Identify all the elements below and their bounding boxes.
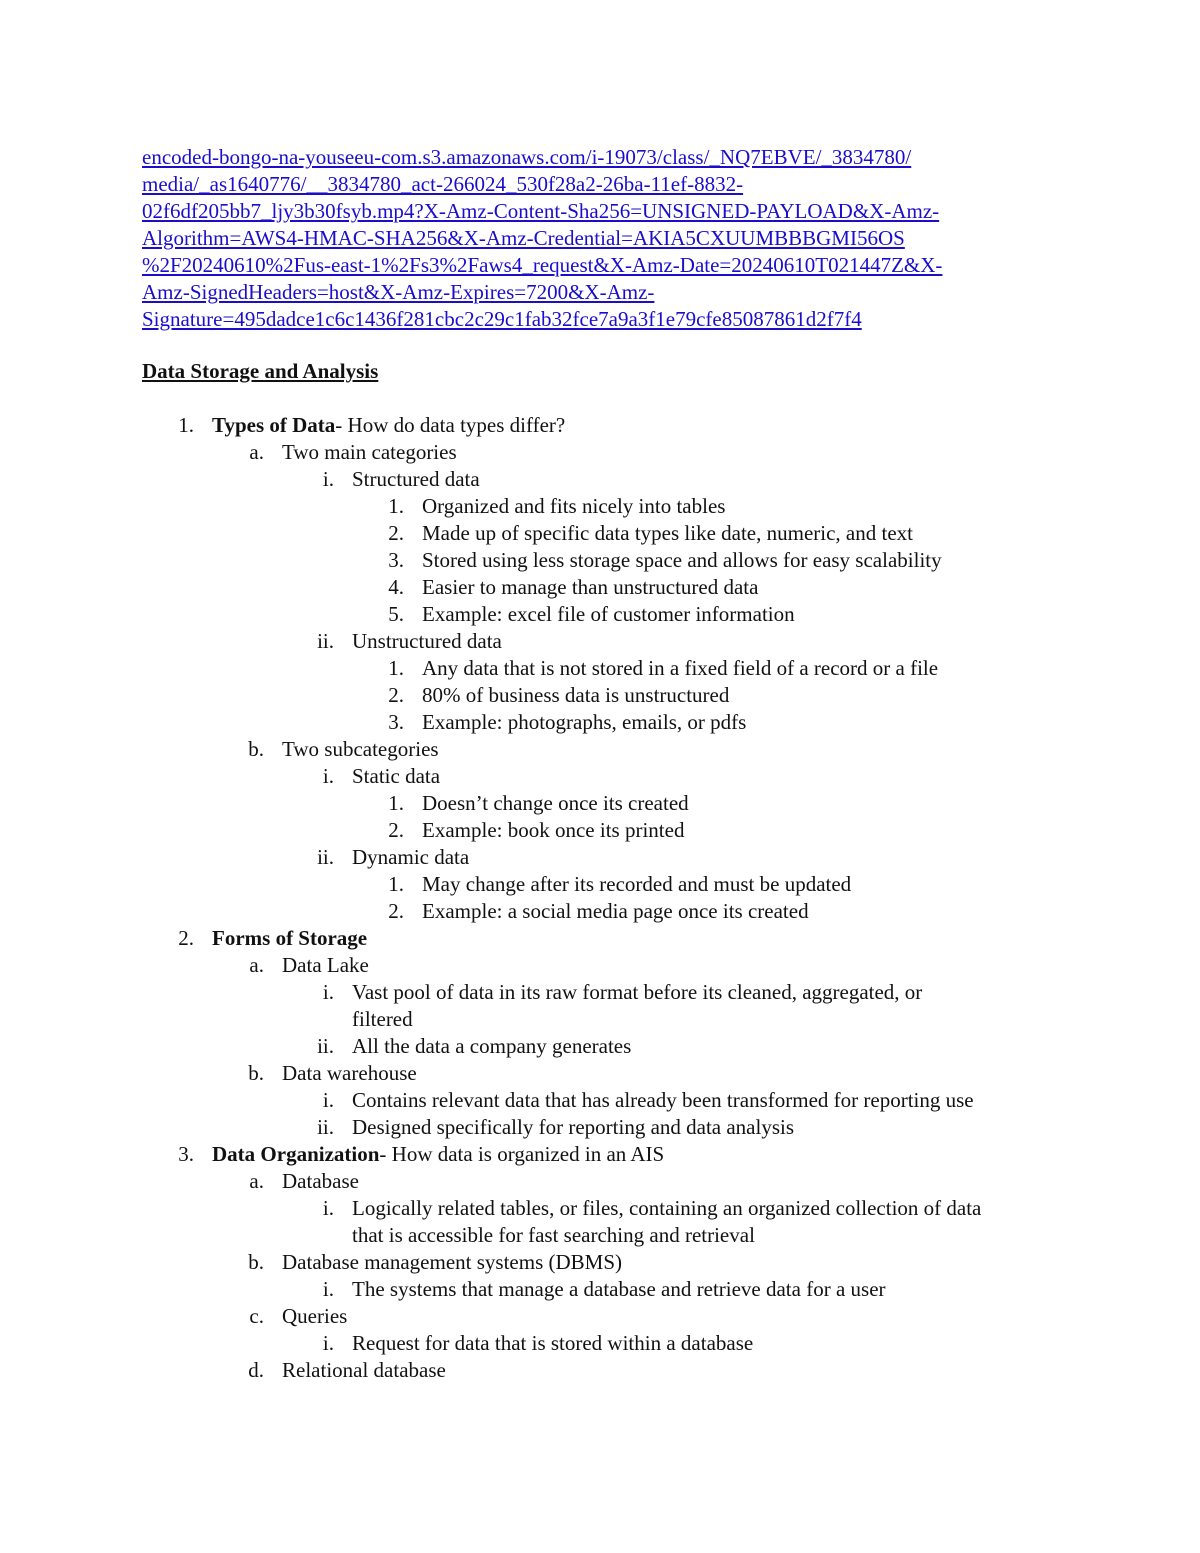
list-marker: i. [322,1277,334,1301]
item-body: Example: book once its printed [422,818,685,842]
outline-item [0,925,1200,952]
item-body: Static data [352,764,441,788]
section-heading: Data Storage and Analysis [142,359,379,383]
list-marker: a. [249,1169,264,1193]
outline-item [0,1114,1200,1141]
outline-item [0,736,1200,763]
item-body: Logically related tables, or files, containing an organized collection of data [352,1196,982,1220]
item-text [282,736,439,763]
item-text [352,1330,753,1357]
link-line[interactable]: %2F20240610%2Fus-east-1%2Fs3%2Faws4_request&X-Amz-Date=20240610T021447Z&X- [142,253,943,277]
item-body: The systems that manage a database and retrieve data for a user [352,1277,886,1301]
list-marker: i. [322,1088,334,1112]
list-marker: b. [248,737,264,761]
item-body: Made up of specific data types like date, numeric, and text [422,521,913,545]
list-marker: 3. [388,548,404,572]
item-body: Two main categories [282,440,457,464]
item-body: Vast pool of data in its raw format before its cleaned, aggregated, or [352,980,923,1004]
outline-item [0,898,1200,925]
list-marker: ii. [317,845,334,869]
list-marker: 3. [178,1142,194,1166]
outline-item [0,1303,1200,1330]
item-text [352,628,502,655]
outline-item [0,1330,1200,1357]
outline-item [0,979,1200,1006]
item-text [352,844,469,871]
item-text [212,925,367,952]
item-body: - How do data types differ? [335,413,566,437]
outline-item [0,628,1200,655]
item-text [422,574,758,601]
item-body: Designed specifically for reporting and data analysis [352,1115,795,1139]
link-line[interactable]: Signature=495dadce1c6c1436f281cbc2c29c1fab32fce7a9a3f1e79cfe85087861d2f7f4 [142,307,862,331]
list-marker: 1. [388,872,404,896]
item-body: filtered [352,1007,413,1031]
item-text [422,655,938,682]
outline-item [0,1276,1200,1303]
item-text [282,952,369,979]
outline-item [0,655,1200,682]
list-marker: 2. [388,683,404,707]
list-marker: b. [248,1250,264,1274]
item-body: 80% of business data is unstructured [422,683,730,707]
item-text [422,898,809,925]
outline-item [0,1195,1200,1222]
item-text [422,493,725,520]
item-body: that is accessible for fast searching and retrieval [352,1223,755,1247]
outline-item [0,1357,1200,1384]
list-marker: 5. [388,602,404,626]
item-text [282,1060,417,1087]
list-marker: i. [322,980,334,1004]
link-line[interactable]: 02f6df205bb7_ljy3b30fsyb.mp4?X-Amz-Content-Sha256=UNSIGNED-PAYLOAD&X-Amz- [142,199,940,223]
item-body: Database [282,1169,359,1193]
item-bold-label: Types of Data [212,413,336,437]
list-marker: ii. [317,1115,334,1139]
outline-item [0,520,1200,547]
item-body: Example: excel file of customer information [422,602,795,626]
list-marker: ii. [317,629,334,653]
item-text [352,1087,974,1114]
item-body: Database management systems (DBMS) [282,1250,623,1274]
outline-item [0,439,1200,466]
outline-item [0,871,1200,898]
item-text [352,1114,794,1141]
outline-item [0,709,1200,736]
link-line[interactable]: media/_as1640776/__3834780_act-266024_530f28a2-26ba-11ef-8832- [142,172,744,196]
item-text [212,412,565,439]
item-body: - How data is organized in an AIS [379,1142,665,1166]
list-marker: 4. [388,575,404,599]
item-body: Data warehouse [282,1061,417,1085]
item-body: Example: a social media page once its created [422,899,809,923]
item-body: Relational database [282,1358,446,1382]
item-text [352,763,440,790]
item-text [282,1357,446,1384]
item-bold-label: Forms of Storage [212,926,368,950]
item-text [352,466,480,493]
outline-item [0,1006,1200,1033]
outline-list [0,412,1200,1384]
item-body: Request for data that is stored within a database [352,1331,754,1355]
outline-item [0,574,1200,601]
list-marker: i. [322,764,334,788]
list-marker: b. [248,1061,264,1085]
item-text [422,547,942,574]
outline-item [0,1060,1200,1087]
outline-item [0,1222,1200,1249]
list-marker: 1. [388,494,404,518]
list-marker: 2. [388,818,404,842]
item-body: May change after its recorded and must be updated [422,872,852,896]
list-marker: c. [249,1304,264,1328]
list-marker: i. [322,1331,334,1355]
outline-item [0,412,1200,439]
item-text [352,1195,981,1222]
list-marker: a. [249,953,264,977]
list-marker: 2. [388,521,404,545]
item-text [352,1276,886,1303]
item-body: Any data that is not stored in a fixed field of a record or a file [422,656,939,680]
outline-item [0,1168,1200,1195]
item-body: Stored using less storage space and allows for easy scalability [422,548,942,572]
item-body: Example: photographs, emails, or pdfs [422,710,747,734]
item-text [422,790,689,817]
item-body: Doesn’t change once its created [422,791,689,815]
item-body: Easier to manage than unstructured data [422,575,759,599]
outline-item [0,763,1200,790]
list-marker: 3. [388,710,404,734]
item-text [352,979,922,1006]
item-body: Structured data [352,467,480,491]
item-text [422,871,851,898]
outline-item [0,1249,1200,1276]
outline-item [0,952,1200,979]
item-text [422,709,746,736]
item-text [352,1033,631,1060]
item-body: Organized and fits nicely into tables [422,494,726,518]
outline-item [0,790,1200,817]
link-line[interactable]: Amz-SignedHeaders=host&X-Amz-Expires=7200&X-Amz- [142,280,655,304]
outline-item [0,1033,1200,1060]
item-body: Dynamic data [352,845,470,869]
item-text [282,439,457,466]
outline-item [0,844,1200,871]
list-marker: 2. [178,926,194,950]
item-text [352,1222,755,1249]
list-marker: i. [322,467,334,491]
outline-item [0,817,1200,844]
outline-item [0,682,1200,709]
item-text [422,520,913,547]
list-marker: 1. [388,791,404,815]
list-marker: a. [249,440,264,464]
outline-item [0,601,1200,628]
item-text [282,1249,622,1276]
list-marker: 2. [388,899,404,923]
outline-item [0,466,1200,493]
outline-item [0,493,1200,520]
item-body: Two subcategories [282,737,439,761]
item-body: Queries [282,1304,348,1328]
item-text [212,1141,664,1168]
list-marker: d. [248,1358,264,1382]
list-marker: ii. [317,1034,334,1058]
item-text [282,1168,359,1195]
item-text [422,682,729,709]
list-marker: i. [322,1196,334,1220]
item-text [422,601,795,628]
item-bold-label: Data Organization [212,1142,380,1166]
video-url-link[interactable] [142,144,1082,333]
outline-item [0,1141,1200,1168]
item-text [282,1303,347,1330]
list-marker: 1. [178,413,194,437]
item-body: Data Lake [282,953,369,977]
item-body: All the data a company generates [352,1034,632,1058]
outline-item [0,547,1200,574]
item-body: Contains relevant data that has already been transformed for reporting use [352,1088,974,1112]
item-text [422,817,684,844]
outline-item [0,1087,1200,1114]
item-body: Unstructured data [352,629,502,653]
item-text [352,1006,413,1033]
link-line[interactable]: Algorithm=AWS4-HMAC-SHA256&X-Amz-Credential=AKIA5CXUUMBBBGMI56OS [142,226,905,250]
list-marker: 1. [388,656,404,680]
link-line[interactable]: encoded-bongo-na-youseeu-com.s3.amazonaws.com/i-19073/class/_NQ7EBVE/_3834780/ [142,145,912,169]
